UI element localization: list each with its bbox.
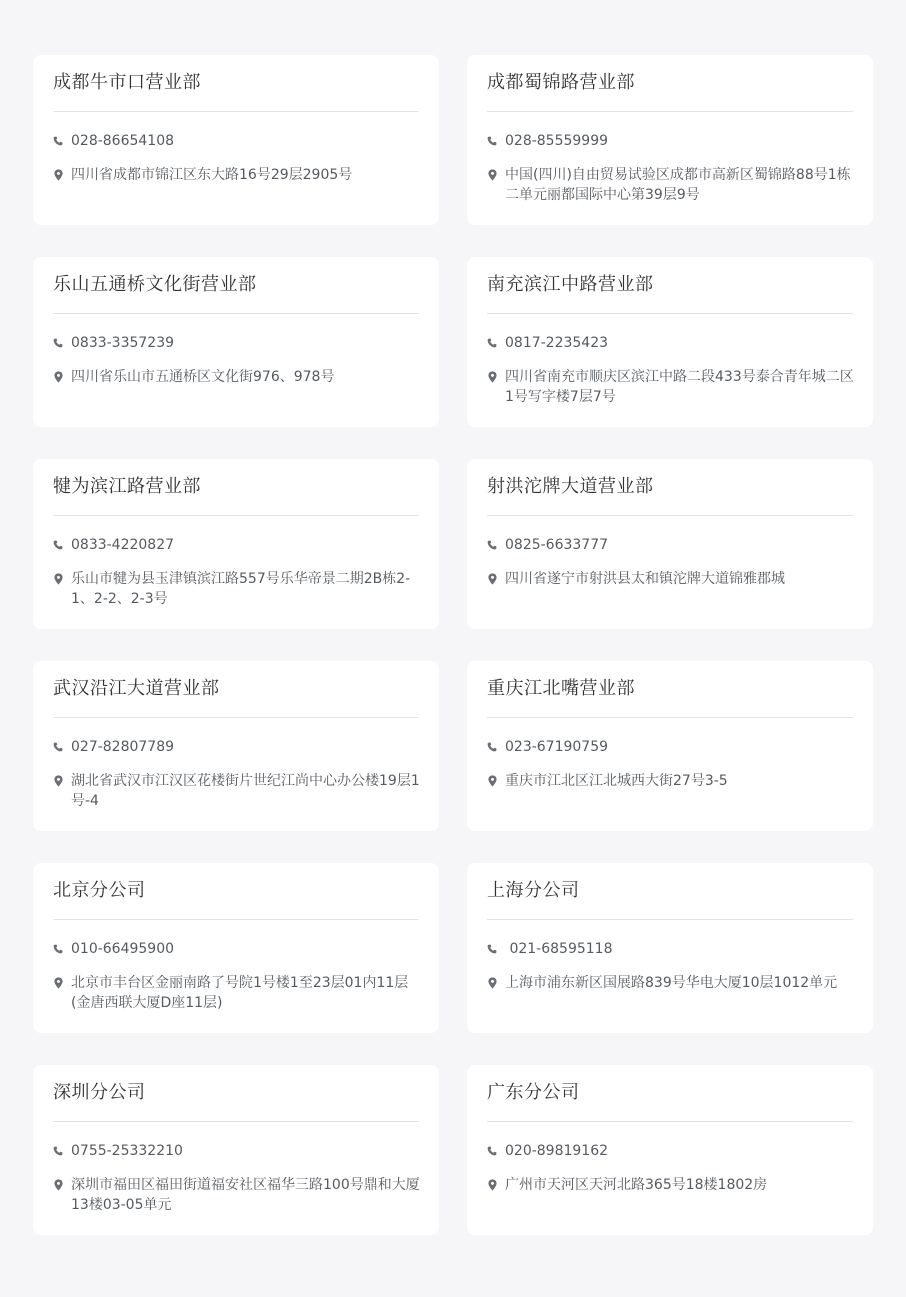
phone-icon <box>487 535 497 555</box>
office-address: 湖北省武汉市江汉区花楼街片世纪江尚中心办公楼19层1号-4 <box>71 773 420 809</box>
office-address-row <box>487 165 857 205</box>
phone-icon <box>487 131 497 151</box>
office-address: 四川省乐山市五通桥区文化街976、978号 <box>71 369 335 385</box>
office-name: 广东分公司 <box>487 1082 580 1103</box>
location-pin-icon <box>53 1175 63 1195</box>
office-card <box>467 459 873 629</box>
office-address-row <box>487 1175 857 1195</box>
card-divider <box>487 111 853 112</box>
office-address-row <box>487 367 857 407</box>
location-pin-icon <box>487 165 497 185</box>
card-divider <box>53 717 419 718</box>
office-card <box>467 863 873 1033</box>
office-name: 北京分公司 <box>53 880 146 901</box>
office-phone-row <box>53 333 423 353</box>
phone-icon <box>53 131 63 151</box>
card-divider <box>487 1121 853 1122</box>
office-card <box>467 661 873 831</box>
office-address-row <box>53 367 423 387</box>
location-pin-icon <box>53 165 63 185</box>
office-address-row <box>487 771 857 791</box>
office-phone-row <box>487 131 857 151</box>
office-phone: 028-85559999 <box>505 133 609 149</box>
office-card <box>33 661 439 831</box>
office-name: 上海分公司 <box>487 880 580 901</box>
office-card <box>467 55 873 225</box>
office-phone: 028-86654108 <box>71 133 175 149</box>
office-name: 成都蜀锦路营业部 <box>487 72 635 93</box>
office-address: 四川省成都市锦江区东大路16号29层2905号 <box>71 167 353 183</box>
office-phone-row <box>53 939 423 959</box>
office-name: 南充滨江中路营业部 <box>487 274 654 295</box>
office-phone-row <box>53 1141 423 1161</box>
office-name: 射洪沱牌大道营业部 <box>487 476 654 497</box>
phone-icon <box>53 737 63 757</box>
card-divider <box>53 313 419 314</box>
office-card <box>33 257 439 427</box>
office-phone-row <box>487 535 857 555</box>
phone-icon <box>53 535 63 555</box>
office-phone: 0755-25332210 <box>71 1143 183 1159</box>
card-divider <box>53 1121 419 1122</box>
office-address: 北京市丰台区金丽南路了号院1号楼1至23层01内11层(金唐西联大厦D座11层) <box>71 975 409 1011</box>
location-pin-icon <box>53 973 63 993</box>
location-pin-icon <box>487 569 497 589</box>
card-divider <box>487 515 853 516</box>
office-name: 成都牛市口营业部 <box>53 72 201 93</box>
office-name: 武汉沿江大道营业部 <box>53 678 220 699</box>
office-phone-row <box>487 939 857 959</box>
office-phone: 0833-3357239 <box>71 335 175 351</box>
office-address: 中国(四川)自由贸易试验区成都市高新区蜀锦路88号1栋二单元丽都国际中心第39层9号 <box>505 167 851 203</box>
card-divider <box>487 717 853 718</box>
office-phone-row <box>487 737 857 757</box>
office-address: 四川省遂宁市射洪县太和镇沱牌大道锦雅郡城 <box>505 571 785 587</box>
office-phone: 023-67190759 <box>505 739 609 755</box>
office-phone-row <box>53 131 423 151</box>
location-pin-icon <box>487 973 497 993</box>
location-pin-icon <box>487 771 497 791</box>
office-phone: 027-82807789 <box>71 739 175 755</box>
phone-icon <box>487 333 497 353</box>
office-card <box>467 257 873 427</box>
card-divider <box>487 919 853 920</box>
location-pin-icon <box>487 1175 497 1195</box>
office-card <box>33 863 439 1033</box>
card-divider <box>487 313 853 314</box>
office-address: 四川省南充市顺庆区滨江中路二段433号泰合青年城二区1号写字楼7层7号 <box>505 369 854 405</box>
office-address: 上海市浦东新区国展路839号华电大厦10层1012单元 <box>505 975 838 991</box>
office-name: 乐山五通桥文化街营业部 <box>53 274 257 295</box>
office-name: 犍为滨江路营业部 <box>53 476 201 497</box>
office-address-row <box>487 973 857 993</box>
location-pin-icon <box>53 367 63 387</box>
office-phone-row <box>53 535 423 555</box>
office-phone: 0817-2235423 <box>505 335 609 351</box>
office-address: 深圳市福田区福田街道福安社区福华三路100号鼎和大厦13楼03-05单元 <box>71 1177 420 1213</box>
office-phone-row <box>487 1141 857 1161</box>
office-phone: 020-89819162 <box>505 1143 609 1159</box>
office-card <box>33 1065 439 1235</box>
phone-icon <box>487 737 497 757</box>
office-phone-row <box>487 333 857 353</box>
office-address-row <box>53 973 423 1013</box>
phone-icon <box>53 939 63 959</box>
office-card <box>33 55 439 225</box>
office-address-row <box>53 1175 423 1215</box>
office-address-row <box>53 569 423 609</box>
phone-icon <box>487 939 497 959</box>
location-pin-icon <box>487 367 497 387</box>
office-phone-row <box>53 737 423 757</box>
location-pin-icon <box>53 569 63 589</box>
office-card <box>33 459 439 629</box>
office-address-row <box>53 771 423 811</box>
phone-icon <box>53 333 63 353</box>
office-address-row <box>53 165 423 185</box>
office-name: 深圳分公司 <box>53 1082 146 1103</box>
office-phone: 0833-4220827 <box>71 537 175 553</box>
card-divider <box>53 515 419 516</box>
office-address: 广州市天河区天河北路365号18楼1802房 <box>505 1177 768 1193</box>
office-address: 乐山市犍为县玉津镇滨江路557号乐华帝景二期2B栋2-1、2-2、2-3号 <box>71 571 411 607</box>
phone-icon <box>487 1141 497 1161</box>
office-phone: 0825-6633777 <box>505 537 609 553</box>
office-address: 重庆市江北区江北城西大街27号3-5 <box>505 773 728 789</box>
location-pin-icon <box>53 771 63 791</box>
office-card <box>467 1065 873 1235</box>
office-address-row <box>487 569 857 589</box>
card-divider <box>53 111 419 112</box>
card-divider <box>53 919 419 920</box>
office-name: 重庆江北嘴营业部 <box>487 678 635 699</box>
office-phone: 021-68595118 <box>505 941 613 957</box>
phone-icon <box>53 1141 63 1161</box>
office-phone: 010-66495900 <box>71 941 175 957</box>
